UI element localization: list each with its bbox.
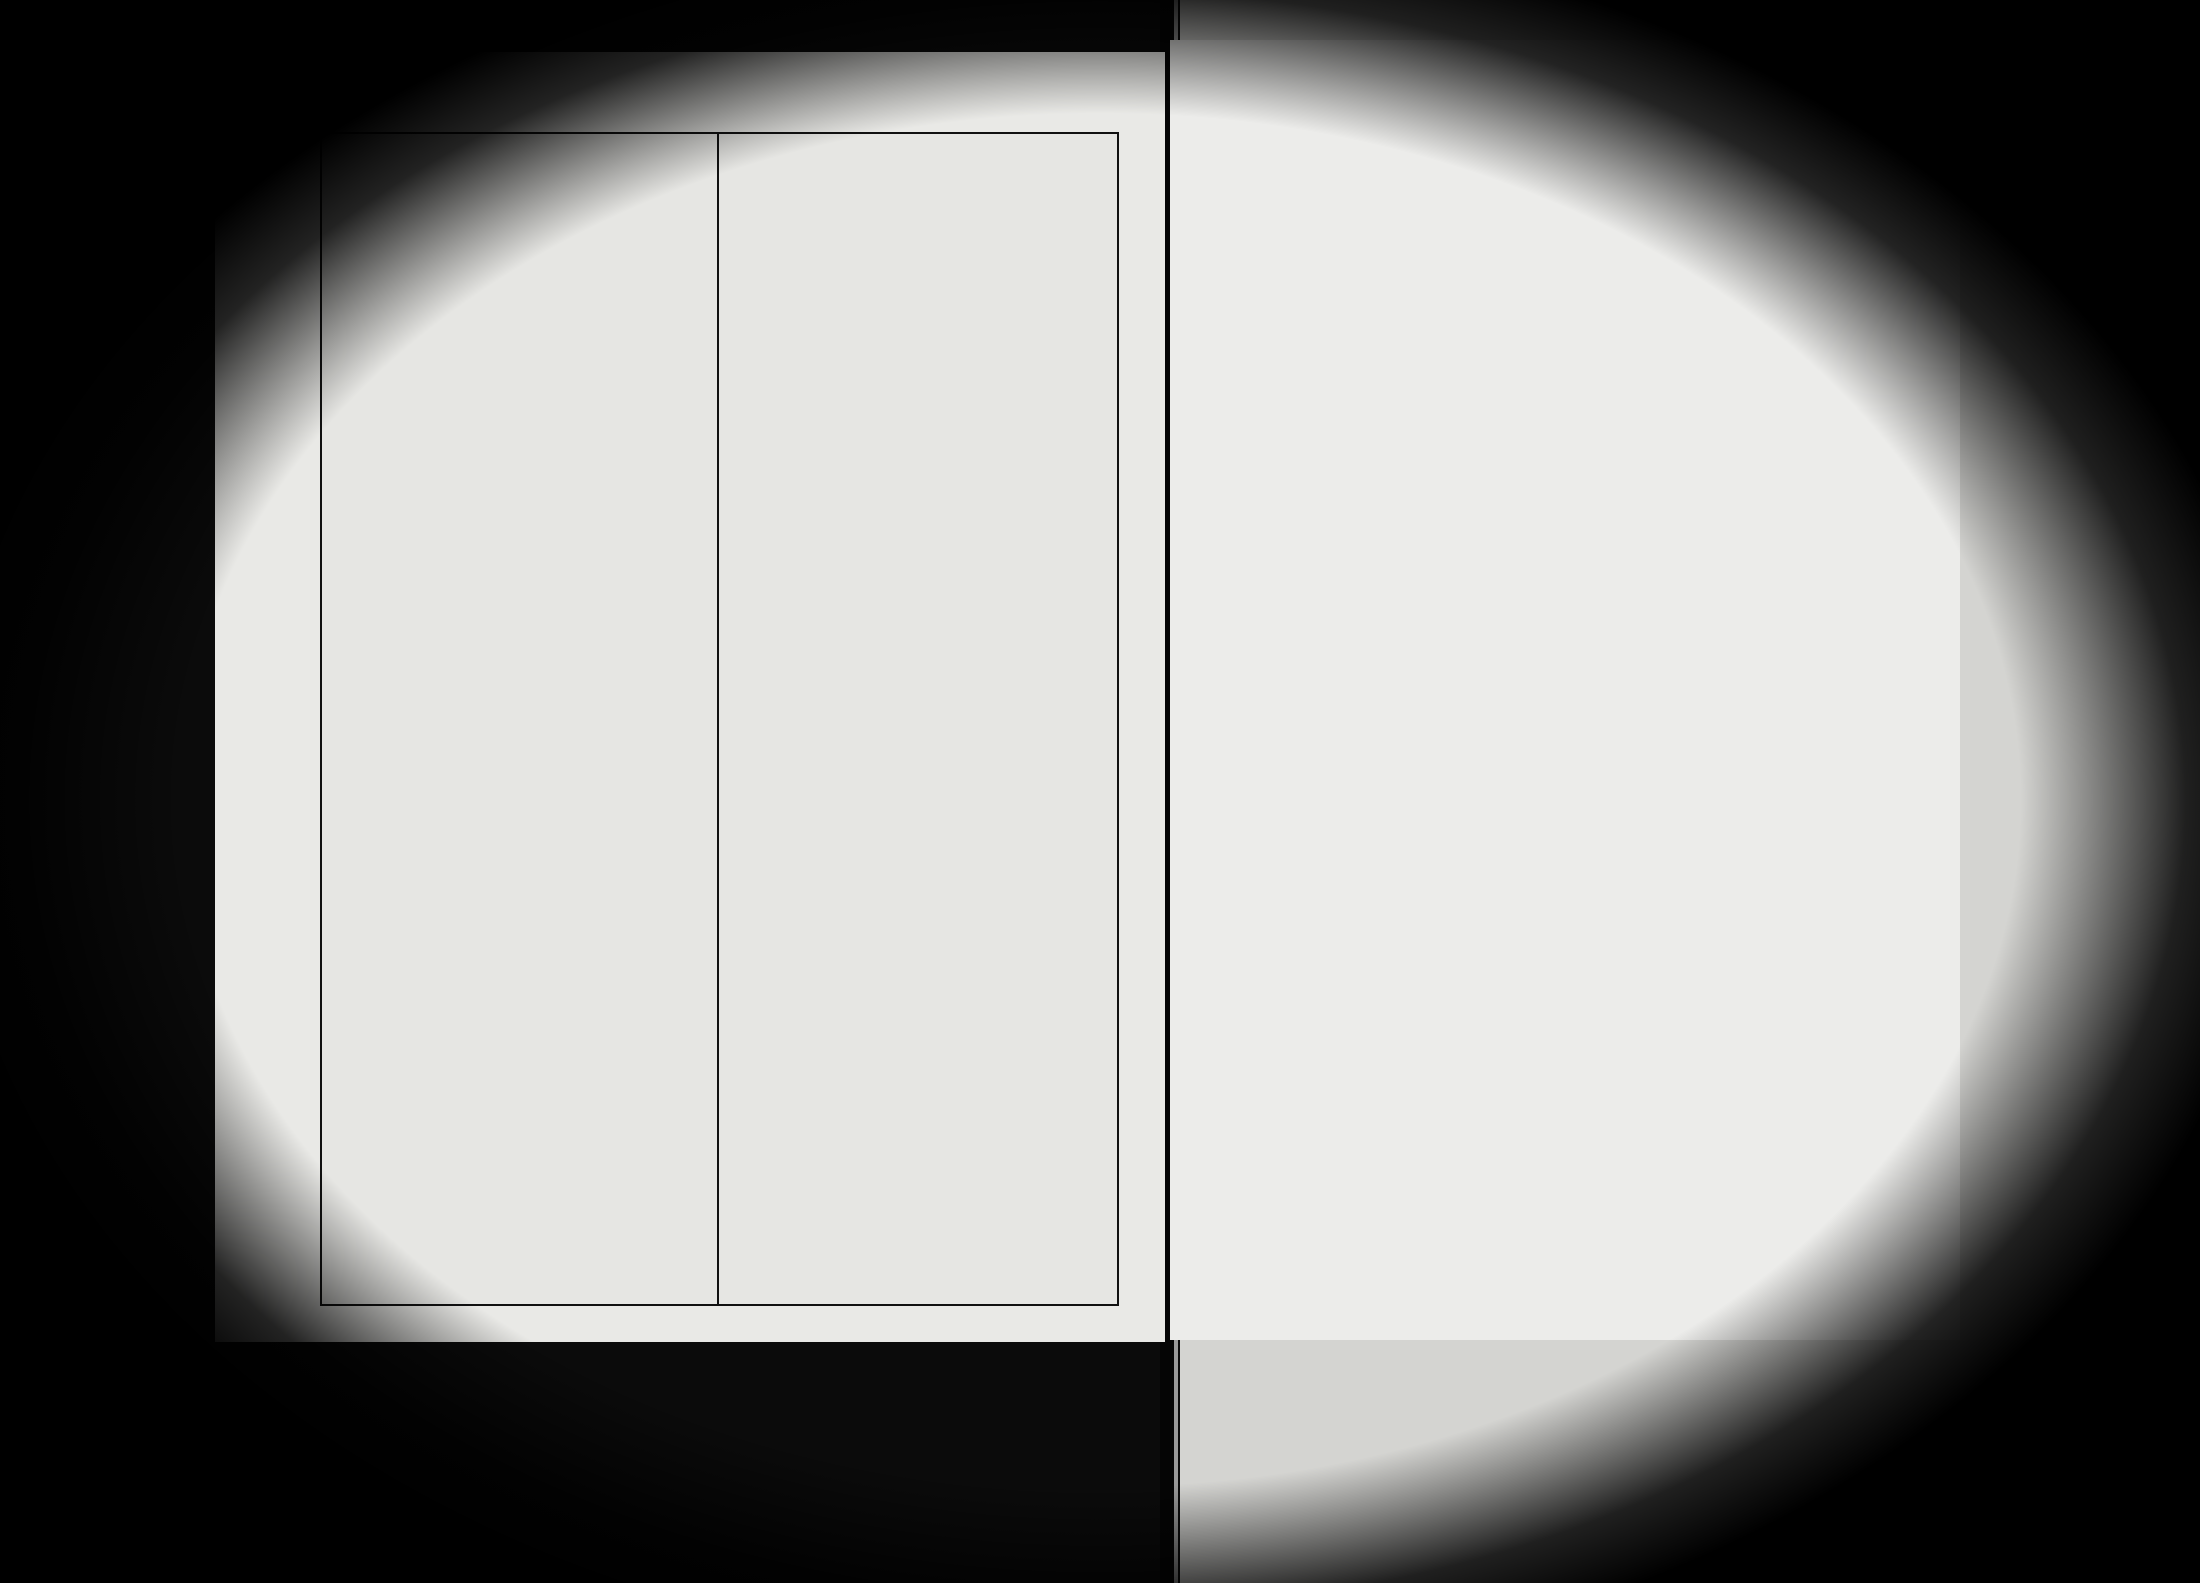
left-page <box>215 52 1165 1342</box>
column-divider <box>717 134 719 1304</box>
printed-instructions-box <box>320 132 1119 1306</box>
right-page <box>1170 40 1960 1340</box>
ledger-grid <box>1170 40 1960 1340</box>
instructions-column-1 <box>336 146 706 162</box>
